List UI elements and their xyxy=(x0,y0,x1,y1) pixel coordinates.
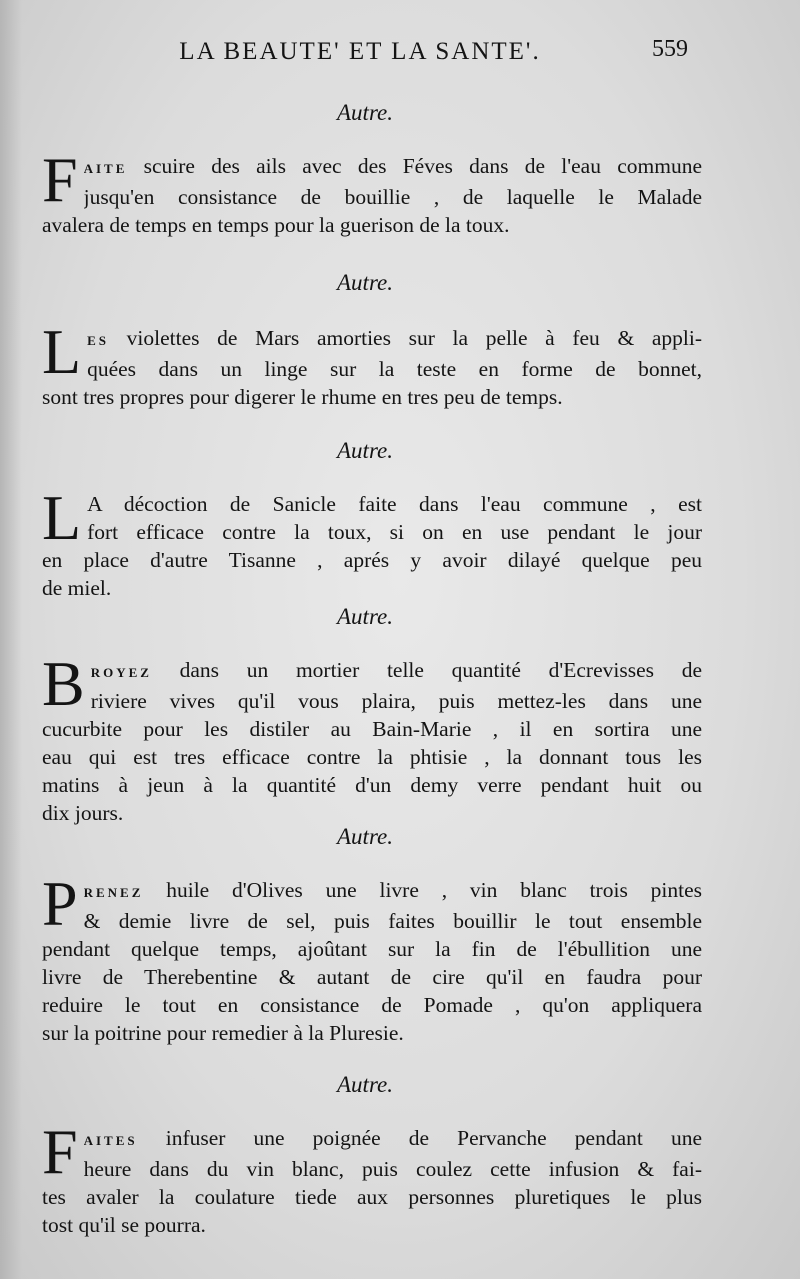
section-heading: Autre. xyxy=(337,604,393,629)
text-line: reduire le tout en consistance de Pomade , qu'on appliquera xyxy=(42,993,702,1017)
text-line: pendant quelque temps, ajoûtant sur la fin de l'ébullition une xyxy=(42,937,702,961)
text-line: sur la poitrine pour remedier à la Pluresie. xyxy=(42,1021,404,1045)
drop-cap: P xyxy=(42,868,78,939)
text-line: en place d'autre Tisanne , aprés y avoir dilayé quelque peu xyxy=(42,548,702,572)
small-caps-lead: ES xyxy=(87,333,109,348)
small-caps-lead: AITES xyxy=(83,1133,138,1148)
text-line: tost qu'il se pourra. xyxy=(42,1213,206,1237)
text-line: RENEZ huile d'Olives une livre , vin blanc trois pintes xyxy=(83,878,702,902)
text-line: tes avaler la coulature tiede aux personnes pluretiques le plus xyxy=(42,1185,702,1209)
small-caps-lead: AITE xyxy=(83,161,128,176)
text-line: quées dans un linge sur la teste en forme de bonnet, xyxy=(87,357,702,381)
text-line: sont tres propres pour digerer le rhume en tres peu de temps. xyxy=(42,385,563,409)
drop-cap: F xyxy=(42,144,78,215)
section-heading: Autre. xyxy=(337,824,393,849)
text-line: riviere vives qu'il vous plaira, puis mettez-les dans une xyxy=(90,689,702,713)
recipe-paragraph xyxy=(42,868,702,1047)
text-line: dix jours. xyxy=(42,801,124,825)
drop-cap: F xyxy=(42,1116,78,1187)
text-line: matins à jeun à la quantité d'un demy verre pendant huit ou xyxy=(42,773,702,797)
small-caps-lead: RENEZ xyxy=(83,885,144,900)
drop-cap: L xyxy=(42,482,82,553)
section-heading: Autre. xyxy=(337,270,393,295)
text-line: ES violettes de Mars amorties sur la pelle à feu & appli- xyxy=(87,326,702,350)
text-line: avalera de temps en temps pour la guerison de la toux. xyxy=(42,213,510,237)
section-heading: Autre. xyxy=(337,438,393,463)
section-heading: Autre. xyxy=(337,1072,393,1097)
text-line: & demie livre de sel, puis faites bouillir le tout ensemble xyxy=(83,909,702,933)
text-line: fort efficace contre la toux, si on en use pendant le jour xyxy=(87,520,702,544)
section-heading: Autre. xyxy=(337,100,393,125)
text-line: eau qui est tres efficace contre la phtisie , la donnant tous les xyxy=(42,745,702,769)
text-line: jusqu'en consistance de bouillie , de laquelle le Malade xyxy=(83,185,702,209)
text-line: heure dans du vin blanc, puis coulez cette infusion & fai- xyxy=(83,1157,702,1181)
recipe-paragraph xyxy=(42,648,702,827)
recipe-paragraph xyxy=(42,482,702,602)
running-head: LA BEAUTE' ET LA SANTE'. xyxy=(179,38,541,65)
drop-cap: L xyxy=(42,316,82,387)
text-line: A décoction de Sanicle faite dans l'eau commune , est xyxy=(87,492,702,516)
text-line: AITES infuser une poignée de Pervanche pendant une xyxy=(83,1126,702,1150)
text-line: AITE scuire des ails avec des Féves dans de l'eau commune xyxy=(83,154,702,178)
text-line: cucurbite pour les distiler au Bain-Marie , il en sortira une xyxy=(42,717,702,741)
text-line: de miel. xyxy=(42,576,112,600)
recipe-paragraph xyxy=(42,144,702,239)
recipe-paragraph xyxy=(42,1116,702,1239)
drop-cap: B xyxy=(42,648,85,719)
text-line: livre de Therebentine & autant de cire qu'il en faudra pour xyxy=(42,965,702,989)
page-number: 559 xyxy=(652,36,688,62)
recipe-paragraph xyxy=(42,316,702,411)
small-caps-lead: ROYEZ xyxy=(90,665,152,680)
text-line: ROYEZ dans un mortier telle quantité d'Ecrevisses de xyxy=(90,658,702,682)
